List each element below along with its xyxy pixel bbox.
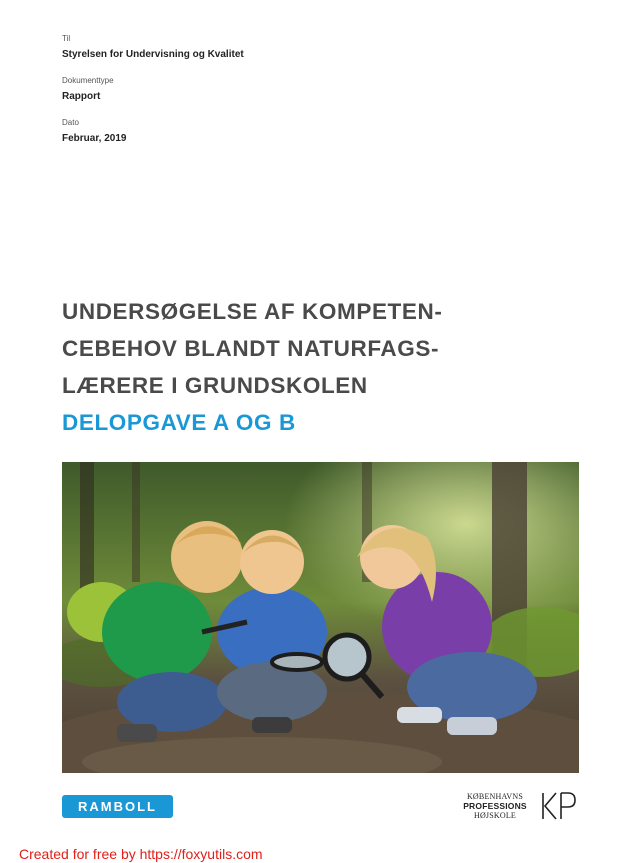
kp-logo-text <box>455 792 535 821</box>
title-line-1: UNDERSØGELSE AF KOMPETEN- <box>62 299 443 324</box>
report-subtitle: DELOPGAVE A OG B <box>62 410 296 435</box>
recipient-block <box>62 34 244 61</box>
children-with-magnifiers-illustration <box>62 462 579 773</box>
kp-line-3: HØJSKOLE <box>473 811 517 820</box>
report-title <box>62 293 442 441</box>
kp-mark-icon <box>539 791 579 821</box>
recipient-label: Til <box>62 34 71 43</box>
title-line-3: LÆRERE I GRUNDSKOLEN <box>62 373 368 398</box>
recipient-value: Styrelsen for Undervisning og Kvalitet <box>62 49 244 60</box>
doctype-block <box>62 76 114 103</box>
kp-line-2: PROFESSIONS <box>463 800 527 811</box>
ramboll-logo: RAMBOLL <box>62 795 173 818</box>
title-line-2: CEBEHOV BLANDT NATURFAGS- <box>62 336 440 361</box>
date-block <box>62 118 126 145</box>
doctype-label: Dokumenttype <box>62 76 114 85</box>
doctype-value: Rapport <box>62 91 101 102</box>
kp-line-1: KØBENHAVNS <box>466 792 524 801</box>
date-value: Februar, 2019 <box>62 133 127 144</box>
date-label: Dato <box>62 118 79 127</box>
footer-watermark[interactable]: Created for free by https://foxyutils.com <box>19 846 263 862</box>
cover-photo <box>62 462 579 773</box>
kp-logo <box>455 791 580 821</box>
